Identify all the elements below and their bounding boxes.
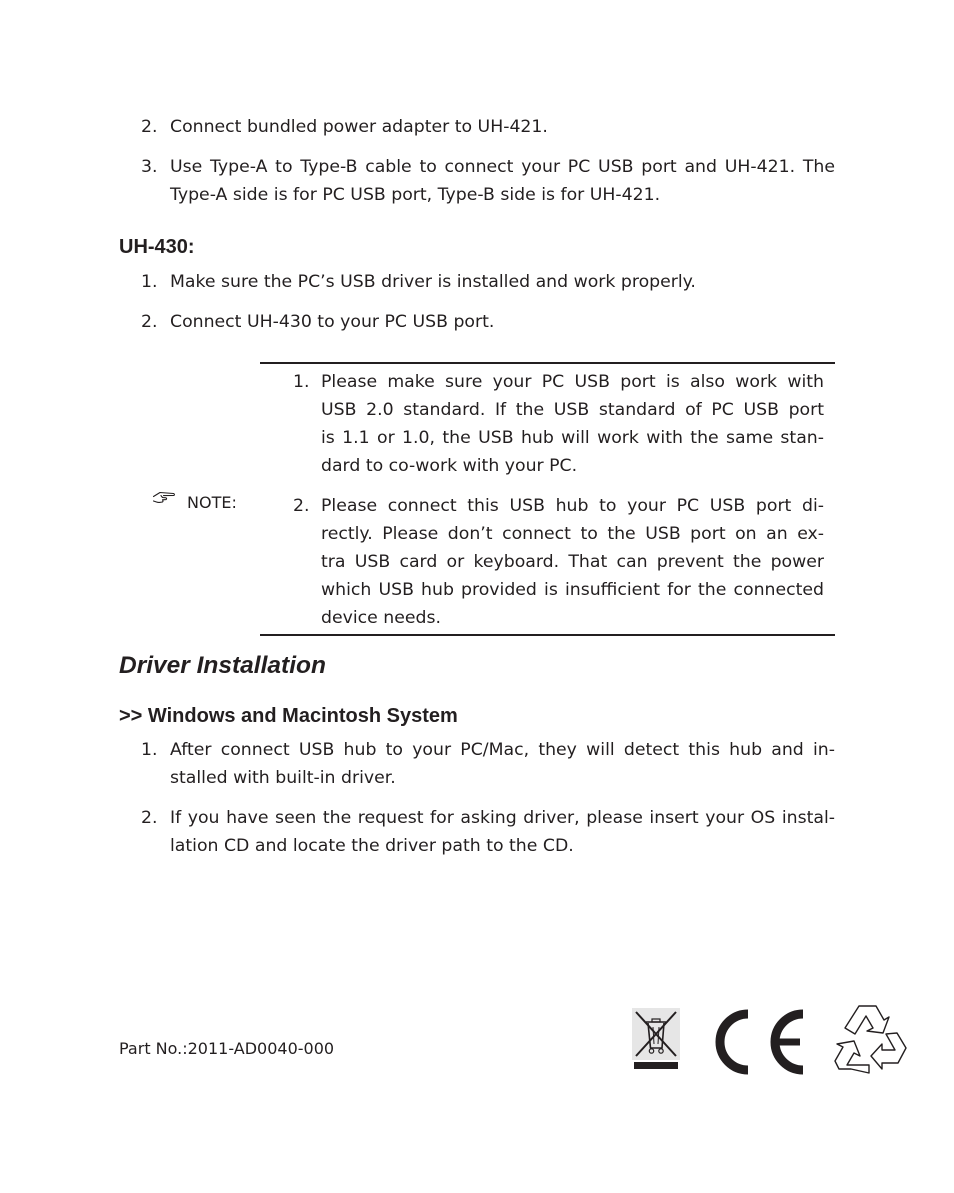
list-number: 2. xyxy=(141,117,158,137)
section-heading-uh430: UH-430: xyxy=(119,236,195,258)
note-text-line: dard to co-work with your PC. xyxy=(321,456,578,476)
list-number: 1. xyxy=(141,740,158,760)
recycle-icon xyxy=(833,1003,909,1077)
note-bottom-rule xyxy=(260,634,835,636)
weee-bin-icon xyxy=(632,1008,680,1070)
list-number: 3. xyxy=(141,157,158,177)
list-number: 1. xyxy=(293,372,310,392)
note-text-line: Please make sure your PC USB port is also work with xyxy=(321,372,824,392)
list-number: 2. xyxy=(141,808,158,828)
list-text-line: stalled with built-in driver. xyxy=(170,768,396,788)
list-text-line: After connect USB hub to your PC/Mac, they will detect this hub and in- xyxy=(170,740,835,760)
note-text-line: tra USB card or keyboard. That can prevent the power xyxy=(321,552,824,572)
ce-mark-icon xyxy=(712,1008,806,1076)
list-text-line: Connect UH-430 to your PC USB port. xyxy=(170,312,495,332)
note-text-line: device needs. xyxy=(321,608,441,628)
pointing-hand-icon xyxy=(152,490,176,506)
list-text-line: Connect bundled power adapter to UH-421. xyxy=(170,117,548,137)
list-number: 2. xyxy=(141,312,158,332)
note-text-line: USB 2.0 standard. If the USB standard of PC USB port xyxy=(321,400,824,420)
section-title-driver-installation: Driver Installation xyxy=(119,652,326,679)
note-top-rule xyxy=(260,362,835,364)
list-text-line: Make sure the PC’s USB driver is installed and work properly. xyxy=(170,272,696,292)
list-text-line: lation CD and locate the driver path to the CD. xyxy=(170,836,574,856)
list-number: 2. xyxy=(293,496,310,516)
part-number: Part No.:2011-AD0040-000 xyxy=(119,1039,335,1058)
list-text-line: Type-A side is for PC USB port, Type-B side is for UH-421. xyxy=(170,185,661,205)
note-text-line: which USB hub provided is insufficient for the connected xyxy=(321,580,824,600)
note-text-line: is 1.1 or 1.0, the USB hub will work with the same stan- xyxy=(321,428,824,448)
note-label: NOTE: xyxy=(187,493,237,512)
list-text-line: Use Type-A to Type-B cable to connect your PC USB port and UH-421. The xyxy=(170,157,835,177)
subheading-windows-macintosh: >> Windows and Macintosh System xyxy=(119,705,458,727)
list-text-line: If you have seen the request for asking driver, please insert your OS instal- xyxy=(170,808,835,828)
note-text-line: rectly. Please don’t connect to the USB port on an ex- xyxy=(321,524,824,544)
note-text-line: Please connect this USB hub to your PC USB port di- xyxy=(321,496,824,516)
list-number: 1. xyxy=(141,272,158,292)
